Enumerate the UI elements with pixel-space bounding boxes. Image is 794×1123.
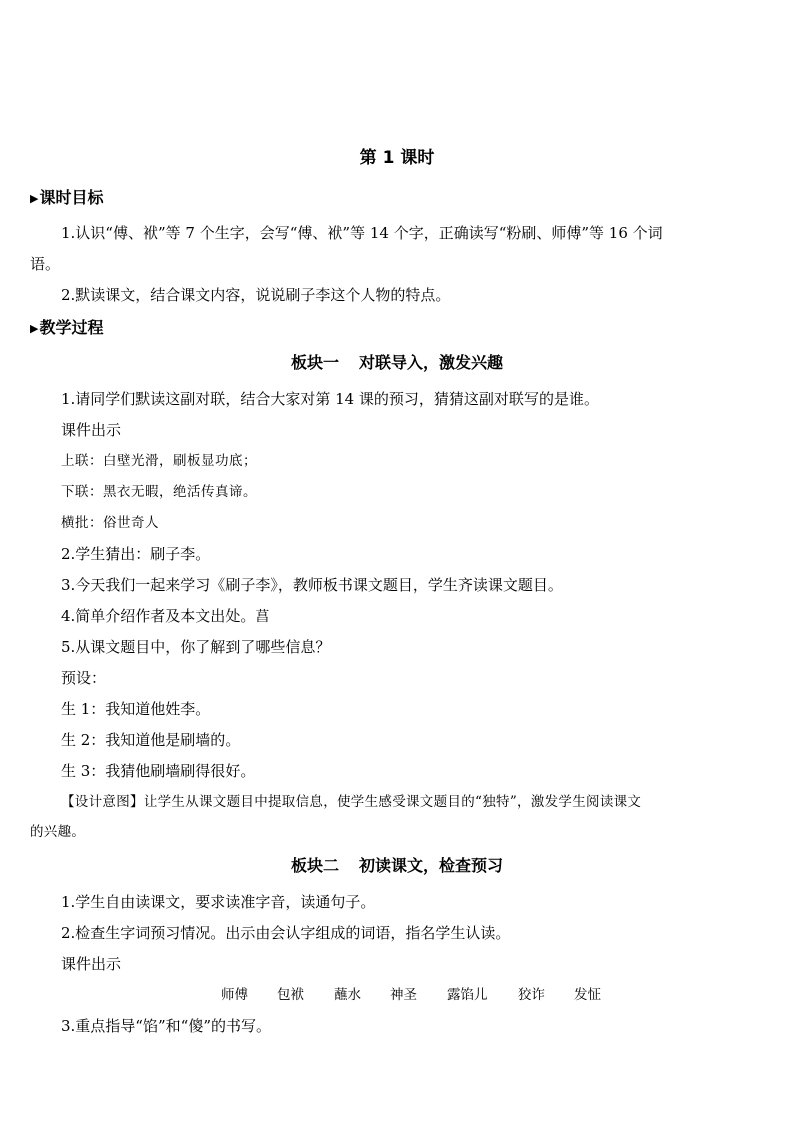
block1-step-4-text: 4.简单介绍作者及本文出处。 xyxy=(61,607,256,625)
vocab-word: 神圣 xyxy=(390,987,417,1003)
block2-title: 初读课文，检查预习 xyxy=(359,856,504,875)
student-answer-1: 生 1：我知道他姓李。 xyxy=(61,700,211,718)
couplet-upper: 上联：白壁光滑，刷板显功底； xyxy=(61,453,257,469)
goal-item-1-cont: 语。 xyxy=(30,255,61,273)
vocab-word: 露馅儿 xyxy=(447,987,488,1003)
student-answer-2: 生 2：我知道他是刷墙的。 xyxy=(61,731,241,749)
design-intent-cont: 的兴趣。 xyxy=(30,824,86,840)
vocab-word: 狡诈 xyxy=(518,987,545,1003)
couplet-horizontal: 横批：俗世奇人 xyxy=(61,515,159,531)
block2-label: 板块二 xyxy=(290,856,339,875)
vocab-word: 师傅 xyxy=(221,987,248,1003)
block1-step-4 xyxy=(61,606,269,627)
student-answer-3: 生 3：我猜他刷墙刷得很好。 xyxy=(61,762,256,780)
block1-title: 对联导入，激发兴趣 xyxy=(359,353,504,372)
block2-step-3: 3.重点指导“馅”和“傻”的书写。 xyxy=(61,1017,271,1035)
block1-step-2: 2.学生猜出：刷子李。 xyxy=(61,545,211,563)
triangle-marker-icon: ▶ xyxy=(30,192,39,205)
goal-item-2: 2.默读课文，结合课文内容，说说刷子李这个人物的特点。 xyxy=(61,286,451,304)
vocab-word: 包袱 xyxy=(277,987,304,1003)
block1-step-3: 3.今天我们一起来学习《刷子李》，教师板书课文题目，学生齐读课文题目。 xyxy=(61,576,563,594)
goals-heading-text: 课时目标 xyxy=(39,188,104,207)
page-title: 第 1 课时 xyxy=(359,148,435,168)
block1-step-1: 1.请同学们默读这副对联，结合大家对第 14 课的预习，猜猜这副对联写的是谁。 xyxy=(61,390,599,408)
couplet-lower: 下联：黑衣无暇，绝活传真谛。 xyxy=(61,484,257,500)
goals-heading xyxy=(30,188,103,210)
block1-heading xyxy=(0,353,794,373)
process-heading-text: 教学过程 xyxy=(39,318,104,337)
design-intent xyxy=(61,792,641,812)
block2-heading xyxy=(0,856,794,876)
design-intent-text: 让学生从课文题目中提取信息，使学生感受课文题目的“独特”，激发学生阅读课文 xyxy=(143,794,642,810)
vocab-word: 蘸水 xyxy=(334,987,361,1003)
process-heading xyxy=(30,318,103,340)
block2-step-1: 1.学生自由读课文，要求读准字音，读通句子。 xyxy=(61,893,376,911)
block2-courseware: 课件出示 xyxy=(61,955,122,973)
preset-label: 预设： xyxy=(61,669,107,687)
block1-courseware: 课件出示 xyxy=(61,421,122,439)
block1-label: 板块一 xyxy=(290,353,339,372)
goal-item-1: 1.认识“傅、袱”等 7 个生字，会写“傅、袱”等 14 个字，正确读写“粉刷、师傅”等 16 个词 xyxy=(61,224,663,242)
vocab-word: 发怔 xyxy=(574,987,601,1003)
resource-icon[interactable]: 菖 xyxy=(255,609,270,625)
design-intent-tag: 【设计意图】 xyxy=(61,794,144,810)
triangle-marker-icon: ▶ xyxy=(30,322,39,335)
block1-step-5: 5.从课文题目中，你了解到了哪些信息？ xyxy=(61,638,331,656)
block2-step-2: 2.检查生字词预习情况。出示由会认字组成的词语，指名学生认读。 xyxy=(61,924,511,942)
